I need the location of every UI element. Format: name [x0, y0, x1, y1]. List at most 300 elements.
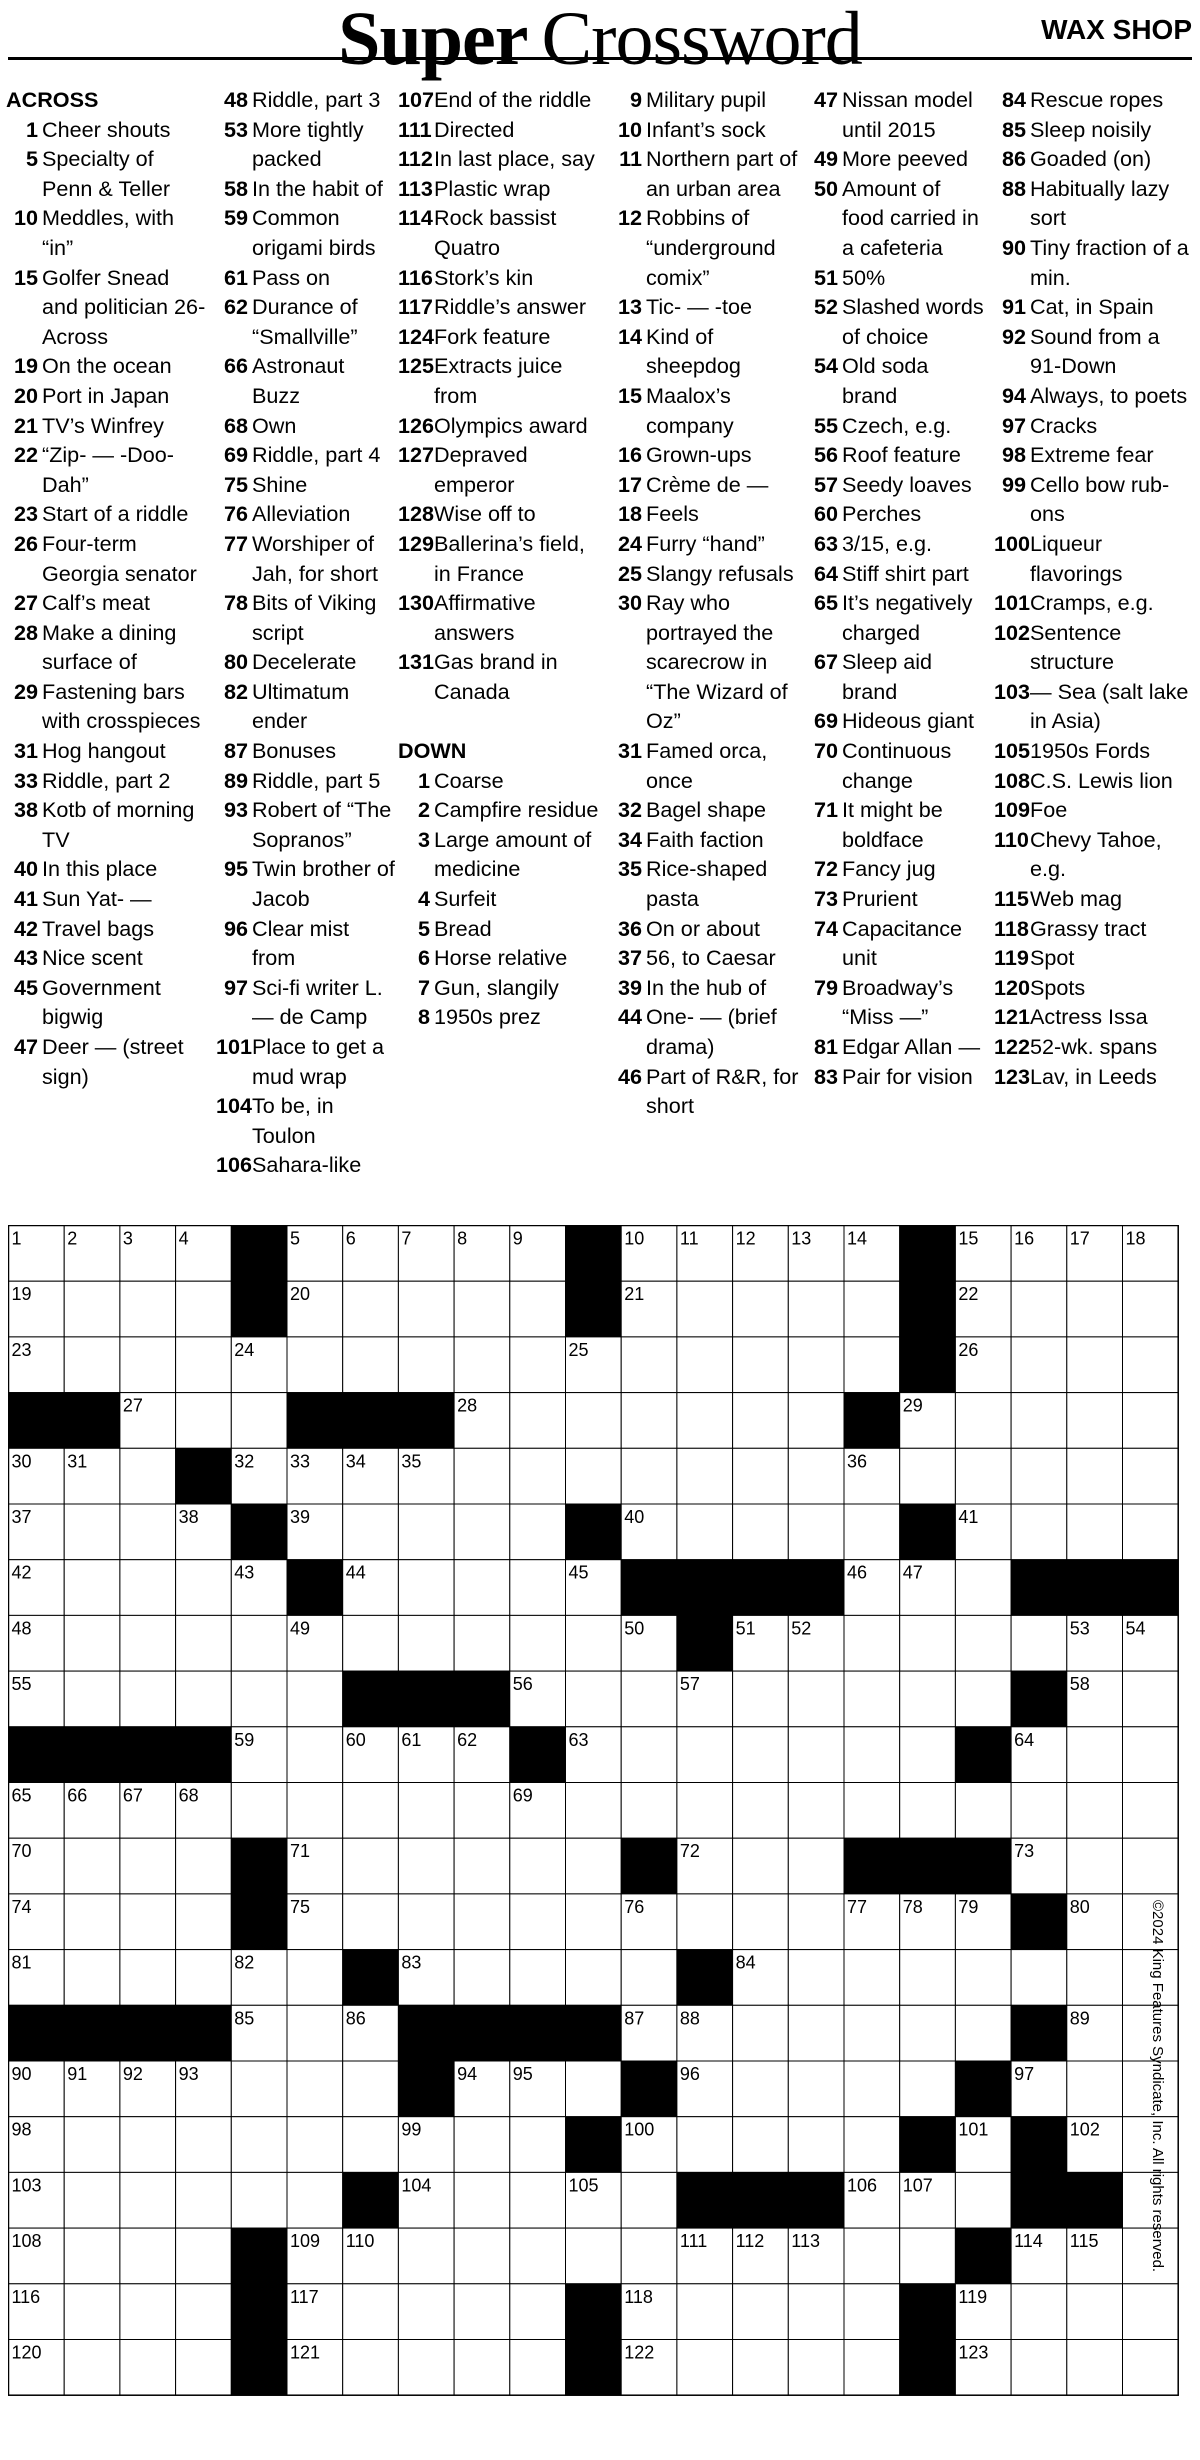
grid-cell[interactable]: [510, 1448, 566, 1504]
clue-number: 104: [216, 1093, 253, 1119]
grid-cell[interactable]: [566, 2061, 622, 2117]
clue-number: 12: [617, 205, 642, 231]
grid-cell[interactable]: [398, 1615, 454, 1671]
cell-number: 103: [11, 2175, 42, 2196]
grid-cell[interactable]: [176, 1393, 232, 1449]
grid-cell[interactable]: [788, 1281, 844, 1337]
grid-cell[interactable]: [900, 1950, 956, 2006]
clue-number: 94: [1001, 382, 1026, 408]
grid-cell[interactable]: [621, 2228, 677, 2284]
grid-cell[interactable]: [1067, 1838, 1123, 1894]
grid-cell[interactable]: [788, 1727, 844, 1783]
grid-cell[interactable]: [677, 1337, 733, 1393]
grid-cell[interactable]: [1067, 1337, 1123, 1393]
grid-cell[interactable]: [287, 2117, 343, 2173]
grid-cell[interactable]: [510, 1838, 566, 1894]
grid-cell[interactable]: [1123, 1504, 1179, 1560]
grid-cell[interactable]: [454, 1281, 510, 1337]
grid-cell[interactable]: [343, 1894, 399, 1950]
grid-cell[interactable]: [955, 1950, 1011, 2006]
clue-number: 13: [617, 294, 642, 320]
grid-cell[interactable]: [176, 1950, 232, 2006]
down-clue: [806, 1032, 986, 1062]
grid-cell[interactable]: [454, 2284, 510, 2340]
grid-cell[interactable]: [287, 2005, 343, 2061]
grid-cell[interactable]: [900, 1615, 956, 1671]
grid-cell[interactable]: [398, 2228, 454, 2284]
grid-cell[interactable]: [733, 1448, 789, 1504]
grid-cell[interactable]: [566, 1838, 622, 1894]
grid-cell[interactable]: [287, 1337, 343, 1393]
grid-cell[interactable]: [120, 2172, 176, 2228]
clue-number: 47: [813, 87, 838, 112]
grid-cell[interactable]: [733, 1671, 789, 1727]
grid-cell[interactable]: [120, 1337, 176, 1393]
black-square: [900, 1838, 956, 1894]
grid-cell[interactable]: [1123, 1337, 1179, 1393]
grid-cell[interactable]: [733, 1727, 789, 1783]
grid-cell[interactable]: [176, 2228, 232, 2284]
clue-text: Wise off to: [434, 501, 536, 527]
grid-cell[interactable]: [844, 1504, 900, 1560]
grid-cell[interactable]: [900, 2005, 956, 2061]
grid-cell[interactable]: [788, 1950, 844, 2006]
grid-cell[interactable]: [733, 1504, 789, 1560]
grid-cell[interactable]: [566, 1448, 622, 1504]
grid-cell[interactable]: [454, 1448, 510, 1504]
grid-cell[interactable]: [64, 2172, 120, 2228]
grid-cell[interactable]: [788, 1838, 844, 1894]
black-square: [231, 1281, 287, 1337]
clue-text: Actress Issa: [1030, 1004, 1148, 1030]
grid-cell[interactable]: [1123, 1838, 1179, 1894]
grid-cell[interactable]: [454, 1615, 510, 1671]
grid-cell[interactable]: [1011, 2340, 1067, 2396]
black-square: [1011, 1894, 1067, 1950]
grid-cell[interactable]: [231, 2117, 287, 2173]
grid-cell[interactable]: [788, 1337, 844, 1393]
grid-cell[interactable]: [343, 2340, 399, 2396]
grid-cell[interactable]: [955, 1448, 1011, 1504]
grid-cell[interactable]: [1067, 2284, 1123, 2340]
black-square: [398, 2061, 454, 2117]
grid-cell[interactable]: [231, 1393, 287, 1449]
grid-cell[interactable]: [1067, 2061, 1123, 2117]
clue-number: 97: [223, 974, 248, 1000]
grid-cell[interactable]: [1123, 1671, 1179, 1727]
grid-cell[interactable]: [955, 1783, 1011, 1839]
grid-cell[interactable]: [1067, 1281, 1123, 1337]
grid-cell[interactable]: [454, 2117, 510, 2173]
grid-cell[interactable]: [64, 1560, 120, 1616]
grid-cell[interactable]: [844, 1950, 900, 2006]
across-clue: [216, 499, 396, 529]
grid-cell[interactable]: [733, 1783, 789, 1839]
grid-cell[interactable]: [120, 1671, 176, 1727]
grid-cell[interactable]: [844, 1671, 900, 1727]
grid-cell[interactable]: [566, 1950, 622, 2006]
grid-cell[interactable]: [287, 2172, 343, 2228]
grid-cell[interactable]: [398, 1560, 454, 1616]
grid-cell[interactable]: [677, 1783, 733, 1839]
grid-cell[interactable]: [176, 1671, 232, 1727]
grid-cell[interactable]: [1067, 1727, 1123, 1783]
grid-cell[interactable]: [398, 1894, 454, 1950]
grid-cell[interactable]: [844, 1783, 900, 1839]
down-clue: [398, 795, 603, 825]
grid-cell[interactable]: [1011, 1393, 1067, 1449]
down-clue: [806, 647, 986, 706]
clue-text: Directed: [434, 116, 515, 142]
grid-cell[interactable]: [900, 1727, 956, 1783]
grid-cell[interactable]: [120, 2340, 176, 2396]
grid-cell[interactable]: [1067, 1448, 1123, 1504]
copyright-text: ©2024 King Features Syndicate, Inc. All rights reserved.: [1149, 1900, 1166, 2273]
grid-cell[interactable]: [510, 1894, 566, 1950]
grid-cell[interactable]: [176, 2117, 232, 2173]
grid-cell[interactable]: [510, 1393, 566, 1449]
grid-cell[interactable]: [1067, 1783, 1123, 1839]
grid-cell[interactable]: [1011, 1615, 1067, 1671]
grid-cell[interactable]: [231, 2061, 287, 2117]
grid-cell[interactable]: [1067, 2340, 1123, 2396]
black-square: [1011, 2172, 1067, 2228]
grid-cell[interactable]: [955, 1615, 1011, 1671]
grid-cell[interactable]: [900, 2061, 956, 2117]
grid-cell[interactable]: [176, 1615, 232, 1671]
grid-cell[interactable]: [120, 1838, 176, 1894]
grid-cell[interactable]: [677, 1727, 733, 1783]
grid-cell[interactable]: [120, 1560, 176, 1616]
grid-cell[interactable]: [510, 2228, 566, 2284]
grid-cell[interactable]: [231, 1671, 287, 1727]
grid-cell[interactable]: [398, 1783, 454, 1839]
grid-cell[interactable]: [566, 2228, 622, 2284]
grid-cell[interactable]: [454, 2172, 510, 2228]
grid-cell[interactable]: [1011, 1337, 1067, 1393]
down-clue: [610, 470, 800, 500]
down-clue: [610, 85, 800, 115]
grid-cell[interactable]: [900, 2228, 956, 2284]
grid-cell[interactable]: [510, 2117, 566, 2173]
grid-cell[interactable]: [120, 1281, 176, 1337]
grid-cell[interactable]: [844, 1727, 900, 1783]
clue-number: 21: [13, 412, 38, 438]
across-clue: [6, 943, 206, 973]
grid-cell[interactable]: [844, 2284, 900, 2340]
grid-cell[interactable]: [231, 1615, 287, 1671]
grid-cell[interactable]: [454, 1560, 510, 1616]
grid-cell[interactable]: [343, 1281, 399, 1337]
grid-cell[interactable]: [621, 1671, 677, 1727]
cell-number: 1: [11, 1228, 22, 1249]
grid-cell[interactable]: [120, 1448, 176, 1504]
clue-number: 105: [994, 738, 1031, 764]
clue-column: [6, 85, 206, 1091]
grid-cell[interactable]: [64, 1950, 120, 2006]
clue-text: 50%: [842, 264, 886, 290]
grid-cell[interactable]: [788, 1448, 844, 1504]
grid-cell[interactable]: [343, 2284, 399, 2340]
grid-cell[interactable]: [510, 1950, 566, 2006]
clue-number: 43: [13, 945, 38, 971]
grid-cell[interactable]: [621, 1393, 677, 1449]
grid-cell[interactable]: [176, 1894, 232, 1950]
clue-text: Tic- — -toe: [646, 294, 752, 320]
grid-cell[interactable]: [510, 2284, 566, 2340]
across-clue: [398, 292, 603, 322]
black-square: [176, 2005, 232, 2061]
cell-number: 53: [1069, 1618, 1090, 1639]
grid-cell[interactable]: [621, 1337, 677, 1393]
clue-text: Fastening bars with crosspieces: [42, 678, 201, 734]
down-clue: [610, 943, 800, 973]
grid-cell[interactable]: [788, 2061, 844, 2117]
grid-cell[interactable]: [510, 2340, 566, 2396]
grid-cell[interactable]: [844, 1337, 900, 1393]
grid-cell[interactable]: [510, 1281, 566, 1337]
grid-cell[interactable]: [1011, 2284, 1067, 2340]
grid-cell[interactable]: [343, 1615, 399, 1671]
grid-cell[interactable]: [955, 2005, 1011, 2061]
grid-cell[interactable]: [733, 2005, 789, 2061]
grid-cell[interactable]: [176, 1560, 232, 1616]
grid-cell[interactable]: [621, 1783, 677, 1839]
black-square: [1011, 2117, 1067, 2173]
grid-cell[interactable]: [64, 1281, 120, 1337]
grid-cell[interactable]: [677, 1393, 733, 1449]
grid-cell[interactable]: [955, 1393, 1011, 1449]
grid-cell[interactable]: [844, 2005, 900, 2061]
grid-cell[interactable]: [566, 1894, 622, 1950]
grid-cell[interactable]: [510, 2172, 566, 2228]
grid-cell[interactable]: [844, 2228, 900, 2284]
grid-cell[interactable]: [64, 1504, 120, 1560]
grid-cell[interactable]: [120, 1504, 176, 1560]
grid-cell[interactable]: [955, 2172, 1011, 2228]
grid-cell[interactable]: [176, 1281, 232, 1337]
grid-cell[interactable]: [120, 2228, 176, 2284]
grid-cell[interactable]: [566, 1783, 622, 1839]
grid-cell[interactable]: [677, 1281, 733, 1337]
grid-cell[interactable]: [231, 2172, 287, 2228]
grid-cell[interactable]: [621, 2172, 677, 2228]
grid-cell[interactable]: [1123, 1727, 1179, 1783]
cell-number: 20: [290, 1284, 311, 1305]
grid-cell[interactable]: [454, 2340, 510, 2396]
grid-cell[interactable]: [788, 1894, 844, 1950]
grid-cell[interactable]: [64, 2228, 120, 2284]
clue-number: 125: [398, 353, 435, 379]
grid-cell[interactable]: [176, 2284, 232, 2340]
grid-cell[interactable]: [955, 1671, 1011, 1727]
clue-text: Ultimatum ender: [252, 678, 350, 734]
grid-cell[interactable]: [64, 1337, 120, 1393]
grid-cell[interactable]: [1123, 1281, 1179, 1337]
grid-cell[interactable]: [733, 1894, 789, 1950]
grid-cell[interactable]: [176, 1337, 232, 1393]
grid-cell[interactable]: [343, 2061, 399, 2117]
grid-cell[interactable]: [454, 1783, 510, 1839]
grid-cell[interactable]: [343, 2117, 399, 2173]
down-clue: [398, 766, 603, 796]
grid-cell[interactable]: [1067, 1504, 1123, 1560]
clue-number: 15: [13, 264, 38, 290]
grid-cell[interactable]: [120, 1950, 176, 2006]
grid-cell[interactable]: [788, 2284, 844, 2340]
grid-cell[interactable]: [677, 2284, 733, 2340]
across-clue: [216, 85, 396, 115]
grid-cell[interactable]: [287, 1727, 343, 1783]
grid-cell[interactable]: [788, 1393, 844, 1449]
grid-cell[interactable]: [64, 2117, 120, 2173]
grid-cell[interactable]: [788, 1504, 844, 1560]
grid-cell[interactable]: [287, 1783, 343, 1839]
clue-number: 131: [398, 649, 435, 675]
grid-cell[interactable]: [844, 1281, 900, 1337]
grid-cell[interactable]: [64, 1894, 120, 1950]
grid-cell[interactable]: [510, 1615, 566, 1671]
grid-cell[interactable]: [343, 1838, 399, 1894]
grid-cell[interactable]: [398, 1281, 454, 1337]
grid-cell[interactable]: [454, 1950, 510, 2006]
grid-cell[interactable]: [398, 1504, 454, 1560]
grid-cell[interactable]: [64, 1615, 120, 1671]
grid-cell[interactable]: [1011, 1783, 1067, 1839]
grid-cell[interactable]: [510, 1337, 566, 1393]
grid-cell[interactable]: [454, 2228, 510, 2284]
grid-cell[interactable]: [64, 1671, 120, 1727]
grid-cell[interactable]: [788, 2005, 844, 2061]
grid-cell[interactable]: [398, 1838, 454, 1894]
grid-cell[interactable]: [733, 2117, 789, 2173]
clue-number: 4: [417, 886, 430, 912]
grid-cell[interactable]: [677, 2340, 733, 2396]
grid-cell[interactable]: [844, 2117, 900, 2173]
clue-number: 28: [13, 619, 38, 645]
grid-cell[interactable]: [64, 2284, 120, 2340]
grid-cell[interactable]: [788, 1783, 844, 1839]
grid-cell[interactable]: [398, 2340, 454, 2396]
black-square: [566, 2005, 622, 2061]
grid-cell[interactable]: [1011, 1448, 1067, 1504]
grid-cell[interactable]: [176, 1838, 232, 1894]
grid-cell[interactable]: [231, 1783, 287, 1839]
clue-text: On the ocean: [42, 353, 172, 379]
grid-cell[interactable]: [454, 1894, 510, 1950]
grid-cell[interactable]: [64, 2340, 120, 2396]
grid-cell[interactable]: [510, 1560, 566, 1616]
grid-cell[interactable]: [900, 1448, 956, 1504]
grid-cell[interactable]: [510, 1504, 566, 1560]
grid-cell[interactable]: [788, 2340, 844, 2396]
grid-cell[interactable]: [733, 1337, 789, 1393]
grid-cell[interactable]: [176, 2340, 232, 2396]
grid-cell[interactable]: [64, 1838, 120, 1894]
grid-cell[interactable]: [621, 1727, 677, 1783]
grid-cell[interactable]: [1067, 1950, 1123, 2006]
grid-cell[interactable]: [844, 2061, 900, 2117]
grid-cell[interactable]: [1067, 1393, 1123, 1449]
grid-cell[interactable]: [1011, 1281, 1067, 1337]
cell-number: 83: [401, 1952, 422, 1973]
grid-cell[interactable]: [566, 1671, 622, 1727]
grid-cell[interactable]: [398, 1337, 454, 1393]
grid-cell[interactable]: [621, 1448, 677, 1504]
grid-cell[interactable]: [844, 2340, 900, 2396]
grid-cell[interactable]: [733, 1838, 789, 1894]
black-square: [231, 2284, 287, 2340]
grid-cell[interactable]: [566, 1393, 622, 1449]
grid-cell[interactable]: [343, 1504, 399, 1560]
grid-cell[interactable]: [788, 1671, 844, 1727]
clue-spacer: [398, 706, 603, 736]
clue-number: 50: [813, 175, 838, 201]
grid-cell[interactable]: [733, 2340, 789, 2396]
grid-cell[interactable]: [398, 2284, 454, 2340]
grid-cell[interactable]: [733, 2284, 789, 2340]
cell-number: 76: [624, 1896, 645, 1917]
grid-cell[interactable]: [120, 2284, 176, 2340]
grid-cell[interactable]: [120, 2117, 176, 2173]
grid-cell[interactable]: [1123, 1448, 1179, 1504]
grid-cell[interactable]: [733, 1281, 789, 1337]
clue-text: Military pupil: [646, 87, 766, 112]
grid-cell[interactable]: [677, 1448, 733, 1504]
grid-cell[interactable]: [1011, 1950, 1067, 2006]
grid-cell[interactable]: [454, 1838, 510, 1894]
grid-cell[interactable]: [343, 1337, 399, 1393]
grid-cell[interactable]: [733, 1393, 789, 1449]
grid-cell[interactable]: [566, 1615, 622, 1671]
black-square: [454, 2005, 510, 2061]
clue-number: 57: [813, 471, 838, 497]
clue-number: 25: [617, 560, 642, 586]
grid-cell[interactable]: [120, 1894, 176, 1950]
grid-cell[interactable]: [287, 1671, 343, 1727]
cell-number: 32: [234, 1451, 255, 1472]
cell-number: 75: [290, 1896, 311, 1917]
grid-cell[interactable]: [1123, 1783, 1179, 1839]
grid-cell[interactable]: [677, 1504, 733, 1560]
grid-cell[interactable]: [677, 2117, 733, 2173]
grid-cell[interactable]: [621, 1950, 677, 2006]
cell-number: 84: [735, 1952, 756, 1973]
grid-cell[interactable]: [1123, 1393, 1179, 1449]
across-clue: [6, 736, 206, 766]
grid-cell[interactable]: [788, 2117, 844, 2173]
across-clue: [6, 588, 206, 618]
grid-cell[interactable]: [677, 1894, 733, 1950]
grid-cell[interactable]: [120, 1615, 176, 1671]
grid-cell[interactable]: [900, 1783, 956, 1839]
cell-number: 81: [11, 1952, 32, 1973]
grid-cell[interactable]: [287, 1950, 343, 2006]
grid-cell[interactable]: [343, 1783, 399, 1839]
grid-cell[interactable]: [454, 1337, 510, 1393]
grid-cell[interactable]: [844, 1615, 900, 1671]
grid-cell[interactable]: [176, 2172, 232, 2228]
grid-cell[interactable]: [287, 2061, 343, 2117]
cell-number: 63: [568, 1729, 589, 1750]
cell-number: 28: [457, 1395, 478, 1416]
grid-cell[interactable]: [1011, 1504, 1067, 1560]
grid-cell[interactable]: [900, 1671, 956, 1727]
grid-cell[interactable]: [454, 1504, 510, 1560]
grid-cell[interactable]: [955, 1560, 1011, 1616]
grid-cell[interactable]: [733, 2061, 789, 2117]
clue-text: Ray who portrayed the scarecrow in “The Wizard of Oz”: [646, 590, 788, 734]
